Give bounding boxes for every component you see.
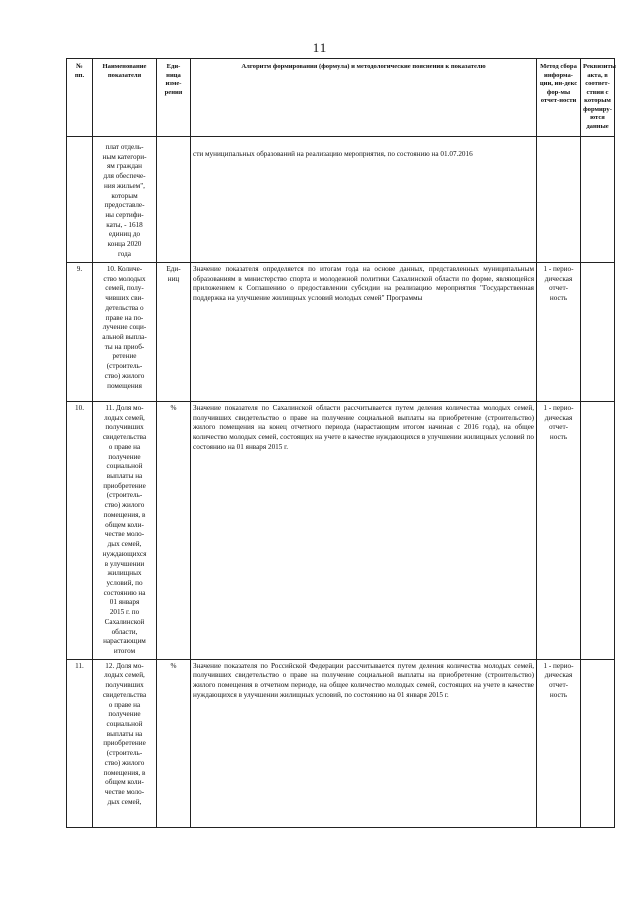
algorithm-text: сти муниципальных образований на реализацию мероприятия, по состоянию на 01.07.2016 — [191, 137, 537, 263]
collection-method: 1 - перио- дическая отчет- ность — [537, 402, 581, 660]
indicator-table — [66, 58, 615, 828]
act-details — [581, 263, 615, 402]
row-number: 10. — [67, 402, 93, 660]
header-num: № пп. — [67, 59, 93, 137]
header-details: Реквизиты акта, в соответ-ствии с которым формиру-ются данные — [581, 59, 615, 137]
collection-method: 1 - перио- дическая отчет- ность — [537, 659, 581, 827]
header-algorithm: Алгоритм формирования (формула) и методологические пояснения к показателю — [191, 59, 537, 137]
row-number: 9. — [67, 263, 93, 402]
table-header-row — [67, 59, 615, 137]
indicator-name: 11. Доля мо- лодых семей, получивших свидетельства о праве на получение социальной выплаты на приобретение (строитель- ство) жилого помещения, в общем коли- честве моло- дых семей, нуждающихся в улучшении жилищных условий, по состоянию на 01 января 2015 г. по Сахалинской области, нарастающим итогом — [93, 402, 157, 660]
table-row — [67, 263, 615, 402]
header-name: Наименование показателя — [93, 59, 157, 137]
header-method: Метод сбора информа-ции, ин-декс фор-мы отчет-ности — [537, 59, 581, 137]
unit-of-measure: % — [157, 659, 191, 827]
act-details — [581, 402, 615, 660]
collection-method — [537, 137, 581, 263]
table-row — [67, 137, 615, 263]
table-row — [67, 402, 615, 660]
header-unit: Еди- ница изме- рения — [157, 59, 191, 137]
act-details — [581, 659, 615, 827]
unit-of-measure — [157, 137, 191, 263]
unit-of-measure: % — [157, 402, 191, 660]
table-row — [67, 659, 615, 827]
indicator-name: 12. Доля мо- лодых семей, получивших свидетельства о праве на получение социальной выплаты на приобретение (строитель- ство) жилого помещения, в общем коли- честве моло- дых семей, — [93, 659, 157, 827]
indicator-name: 10. Количе- ство молодых семей, полу- чивших сви- детельства о праве на по- лучение соци- альной выпла- ты на приоб- ретение (строитель- ство) жилого помещения — [93, 263, 157, 402]
algorithm-text: Значение показателя по Сахалинской области рассчитывается путем деления количества молодых семей, получивших свидетельство о праве на получение социальной выплаты на приобретение (строительство) жилого помещения на конец отчетного периода (нарастающим итогом начиная с 2016 года), на общее количество молодых семей, состоящих на учете в качестве нуждающихся в улучшении жилищных условий по состоянию на 01 января 2015 г. — [191, 402, 537, 660]
row-number — [67, 137, 93, 263]
act-details — [581, 137, 615, 263]
algorithm-text: Значение показателя определяется по итогам года на основе данных, представленных муниципальным образованиям в министерство спорта и молодежной политики Сахалинской области по форме, являющейся приложением к Соглашению о предоставлении субсидии на реализацию мероприятия "Государственная поддержка на улучшение жилищных условий молодых семей" Программы — [191, 263, 537, 402]
page-number: 11 — [312, 40, 328, 55]
row-number: 11. — [67, 659, 93, 827]
unit-of-measure: Еди- ниц — [157, 263, 191, 402]
algorithm-text: Значение показателя по Российской Федерации рассчитывается путем деления количества молодых семей, получивших свидетельство о праве на получение социальной выплаты на приобретение (строительство) жилого помещения в отчетном периоде, на общее количество молодых семей, состоящих на учете в качестве нуждающихся в улучшении жилищных условий, по состоянию на 01 января 2015 г. — [191, 659, 537, 827]
indicator-name: плат отдель- ным категори- ям граждан для обеспече- ния жильем", которым предоставле- ны сертифи- каты, - 1618 единиц до конца 2020 года — [93, 137, 157, 263]
collection-method: 1 - перио- дическая отчет- ность — [537, 263, 581, 402]
